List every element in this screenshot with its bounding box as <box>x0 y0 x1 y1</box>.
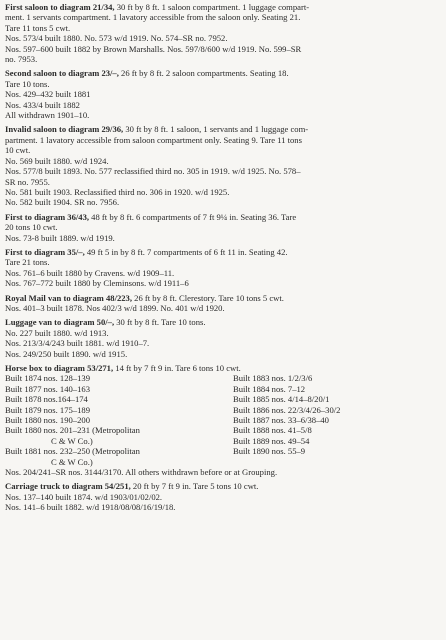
entry-line <box>5 492 442 502</box>
stock-entry <box>5 68 442 120</box>
horse-box-entry <box>5 363 442 477</box>
entries-list <box>5 2 442 359</box>
entry-text: 26 ft by 8 ft. 2 saloon compartments. Seating 18. <box>118 68 289 79</box>
entry-line <box>5 2 442 12</box>
entry-line <box>5 135 442 145</box>
entry-line <box>5 349 442 359</box>
stock-entry <box>5 247 442 289</box>
build-line: Built 1884 nos. 7–12 <box>233 383 306 394</box>
entry-text: No. 569 built 1880. w/d 1924. <box>5 155 109 166</box>
entry-text: 49 ft 5 in by 8 ft. 7 compartments of 6 ft 11 in. Seating 42. <box>84 246 288 257</box>
entry-text: Nos. 137–140 built 1874. w/d 1903/01/02/02. <box>5 491 163 502</box>
entry-text: Nos. 597–600 built 1882 by Brown Marshalls. Nos. 597/8/600 w/d 1919. No. 599–SR <box>5 43 302 54</box>
entry-text: Tare 11 tons 5 cwt. <box>5 22 71 33</box>
entry-text: 48 ft by 8 ft. 6 compartments of 7 ft 9¼ in. Seating 36. Tare <box>89 211 297 222</box>
entry-line <box>5 212 442 222</box>
entry-heading: First saloon to diagram 21/34, <box>5 2 115 12</box>
build-columns <box>5 373 442 467</box>
entry-line <box>5 328 442 338</box>
entry-line <box>5 268 442 278</box>
entry-text: 30 ft by 8 ft. Tare 10 tons. <box>114 317 206 328</box>
entry-text: Nos. 577/8 built 1893. No. 577 reclassified third no. 305 in 1919. w/d 1925. No. 578– <box>5 166 301 177</box>
entry-line: Nos. 204/241–SR nos. 3144/3170. All others withdrawn before or at Grouping. <box>5 467 278 478</box>
build-line: Built 1878 nos.164–174 <box>5 394 88 405</box>
entry-text: Tare 21 tons. <box>5 257 50 268</box>
entry-line <box>5 54 442 64</box>
entry-text: Nos. 767–772 built 1880 by Cleminsons. w/d 1911–6 <box>5 278 189 289</box>
entry-text: Nos. 761–6 built 1880 by Cravens. w/d 1909–11. <box>5 267 175 278</box>
build-line: Built 1874 nos. 128–139 <box>5 373 90 384</box>
entry-line <box>5 44 442 54</box>
entry-text: ment. 1 servants compartment. 1 lavatory accessible from the saloon only. Seating 21. <box>5 12 301 23</box>
stock-entry <box>5 293 442 314</box>
build-line: Built 1881 nos. 232–250 (Metropolitan <box>5 446 140 457</box>
entry-line <box>5 317 442 327</box>
entry-text: Tare 10 tons. <box>5 78 50 89</box>
entry-text: 10 cwt. <box>5 145 31 156</box>
entry-text: No. 227 built 1880. w/d 1913. <box>5 327 109 338</box>
entry-text: 30 ft by 8 ft. 1 saloon compartment. 1 luggage compart- <box>114 2 310 12</box>
build-line: C & W Co.) <box>51 435 93 446</box>
entry-line <box>5 338 442 348</box>
entry-line <box>5 12 442 22</box>
build-column-right <box>233 373 433 467</box>
build-line: Built 1887 nos. 33–6/38–40 <box>233 415 329 426</box>
entry-heading: Invalid saloon to diagram 29/36, <box>5 124 124 135</box>
entry-text: no. 7953. <box>5 54 38 65</box>
entry-text: Nos. 573/4 built 1880. No. 573 w/d 1919. No. 574–SR no. 7952. <box>5 33 228 44</box>
entry-heading: Second saloon to diagram 23/–, <box>5 68 119 79</box>
build-line: Built 1877 nos. 140–163 <box>5 383 90 394</box>
entry-heading: Horse box to diagram 53/271, <box>5 363 114 373</box>
entry-line <box>5 363 442 373</box>
entry-line <box>5 145 442 155</box>
entry-text: 30 ft by 8 ft. 1 saloon, 1 servants and 1 luggage com- <box>123 124 309 135</box>
entry-line <box>5 247 442 257</box>
entry-line <box>5 68 442 78</box>
entry-text: Nos. 249/250 built 1890. w/d 1915. <box>5 348 128 359</box>
build-line: Built 1890 nos. 55–9 <box>233 446 306 457</box>
entry-line <box>5 293 442 303</box>
entry-line <box>5 197 442 207</box>
entry-line <box>5 156 442 166</box>
entry-text: partment. 1 lavatory accessible from saloon compartment only. Seating 9. Tare 11 tons <box>5 134 302 145</box>
entry-line <box>5 233 442 243</box>
entry-line <box>5 124 442 134</box>
entry-line <box>5 187 442 197</box>
entry-text: Nos. 401–3 built 1878. Nos 402/3 w/d 1899. No. 401 w/d 1920. <box>5 302 225 313</box>
build-column-left <box>5 373 233 467</box>
stock-entry <box>5 317 442 359</box>
entry-line <box>5 278 442 288</box>
entry-line <box>5 177 442 187</box>
build-line: C & W Co.) <box>51 456 93 467</box>
entry-line <box>5 23 442 33</box>
entry-heading: Luggage van to diagram 50/–, <box>5 317 115 328</box>
build-line: Built 1886 nos. 22/3/4/26–30/2 <box>233 404 341 415</box>
entry-line <box>5 100 442 110</box>
build-line: Built 1880 nos. 190–200 <box>5 415 90 426</box>
entry-text: Nos. 429–432 built 1881 <box>5 89 91 100</box>
entry-heading: Royal Mail van to diagram 48/223, <box>5 292 132 303</box>
entry-text: 20 ft by 7 ft 9 in. Tare 5 tons 10 cwt. <box>130 481 259 492</box>
entry-line <box>5 166 442 176</box>
build-line: Built 1888 nos. 41–5/8 <box>233 425 312 436</box>
entry-line <box>5 303 442 313</box>
entry-line <box>5 110 442 120</box>
entry-text: 14 ft by 7 ft 9 in. Tare 6 tons 10 cwt. <box>113 363 241 373</box>
entry-line <box>5 79 442 89</box>
entry-line <box>5 222 442 232</box>
entry-text: All withdrawn 1901–10. <box>5 110 90 121</box>
entry-line <box>5 257 442 267</box>
build-line: Built 1885 nos. 4/14–8/20/1 <box>233 394 330 405</box>
stock-entry <box>5 124 442 207</box>
build-line: Built 1889 nos. 49–54 <box>233 435 310 446</box>
entry-line <box>5 481 442 491</box>
entry-text: 26 ft by 8 ft. Clerestory. Tare 10 tons 5 cwt. <box>132 292 284 303</box>
entry-heading: Carriage truck to diagram 54/251, <box>5 481 131 492</box>
build-line: Built 1880 nos. 201–231 (Metropolitan <box>5 425 140 436</box>
build-line: Built 1883 nos. 1/2/3/6 <box>233 373 313 384</box>
entry-text: Nos. 433/4 built 1882 <box>5 99 80 110</box>
build-line: Built 1879 nos. 175–189 <box>5 404 90 415</box>
carriage-truck-entry <box>5 481 442 512</box>
stock-entry <box>5 2 442 64</box>
entry-text: Nos. 213/3/4/243 built 1881. w/d 1910–7. <box>5 338 150 349</box>
entry-heading: First to diagram 36/43, <box>5 211 90 222</box>
entry-line <box>5 89 442 99</box>
entry-text: SR no. 7955. <box>5 176 50 187</box>
entry-text: Nos. 73-8 built 1889. w/d 1919. <box>5 232 115 243</box>
entry-text: 20 tons 10 cwt. <box>5 222 58 233</box>
entry-text: No. 582 built 1904. SR no. 7956. <box>5 197 120 208</box>
entry-text: Nos. 141–6 built 1882. w/d 1918/08/08/16/19/18. <box>5 502 176 513</box>
stock-entry <box>5 212 442 243</box>
entry-text: No. 581 built 1903. Reclassified third no. 306 in 1920. w/d 1925. <box>5 186 230 197</box>
entry-line <box>5 33 442 43</box>
entry-line <box>5 502 442 512</box>
entry-heading: First to diagram 35/–, <box>5 246 85 257</box>
